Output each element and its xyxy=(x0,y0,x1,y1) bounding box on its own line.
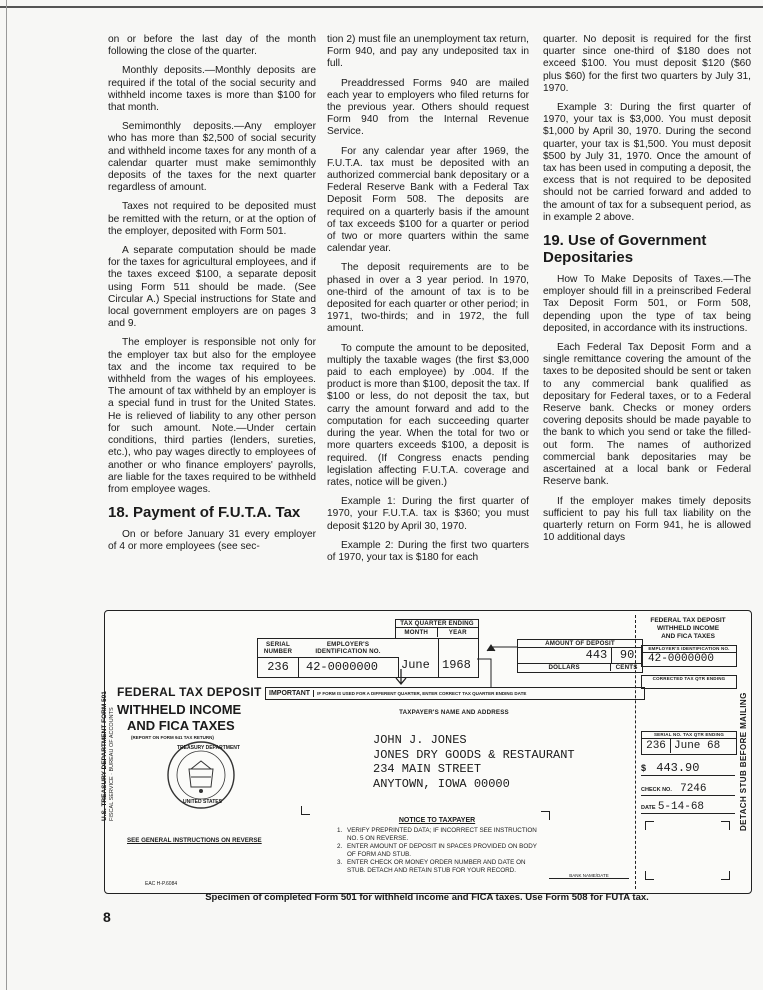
see-instructions: SEE GENERAL INSTRUCTIONS ON REVERSE xyxy=(127,837,262,844)
section-heading: 18. Payment of F.U.T.A. Tax xyxy=(108,504,301,522)
section-heading: 19. Use of Government Depositaries xyxy=(543,232,707,267)
notice-item-3: ENTER CHECK OR MONEY ORDER NUMBER AND DATE ON STUB. DETACH AND RETAIN STUB FOR YOUR RECORD. xyxy=(347,859,526,874)
year-label: YEAR xyxy=(448,629,467,636)
stub-quarter-value: June 68 xyxy=(674,740,721,752)
year-value: 1968 xyxy=(442,658,471,672)
notice-item-1: VERIFY PREPRINTED DATA; IF INCORRECT SEE INSTRUCTION NO. 5 ON REVERSE. xyxy=(347,827,537,842)
tax-quarter-header xyxy=(395,619,479,639)
form-title-line1: FEDERAL TAX DEPOSIT xyxy=(117,685,262,699)
form-501-specimen xyxy=(101,610,752,894)
stub-amount-line: $ 443.90 xyxy=(641,761,735,776)
address-line4: ANYTOWN, IOWA 00000 xyxy=(373,776,510,791)
form-title-line2: WITHHELD INCOME xyxy=(117,702,242,717)
stub-check-line xyxy=(641,783,735,796)
serial-field xyxy=(258,657,299,678)
paragraph: Example 3: During the first quarter of 1970, your tax is $3,000. You must deposit $1,000 by April 30, 1970. During the second quarter, your tax is $1,500. You must deposit $500 by July 31, 1970. Once the amount of tax has been used in computing a deposit, the excess that is not required to be deposited should not be carried forward and added to the amount of tax for a subsequent period, as in example 2 above. xyxy=(543,102,751,223)
paragraph: Example 1: During the first quarter of 1970, your F.U.T.A. tax is $360; you must deposit $120 by April 30, 1970. xyxy=(327,496,529,532)
corner-mark xyxy=(301,806,310,815)
stub-serial-value: 236 xyxy=(642,739,671,753)
dollars-label: DOLLARS xyxy=(518,664,611,671)
notice-block: NOTICE TO TAXPAYER 1. VERIFY PREPRINTED DATA; IF INCORRECT SEE INSTRUCTION NO. 5 ON REVERSE. 2. ENTER AMOUNT OF DEPOSIT IN SPACES PROVIDED ON BODY OF FORM AND STUB. 3. ENTER CHECK OR MONEY ORDER NUMBER AND DATE ON STUB. DETACH AND RETAIN STUB FOR YOUR RECORD. xyxy=(337,817,537,874)
important-label: IMPORTANT xyxy=(266,690,314,697)
cents-value: 90 xyxy=(619,648,635,662)
cents-label: CENTS xyxy=(615,664,638,671)
page-number: 8 xyxy=(103,909,111,925)
paragraph: Preaddressed Forms 940 are mailed each year to employers who filed returns for the previous year. Others should request Form 940 from the Internal Revenue Service. xyxy=(327,77,529,138)
month-label: MONTH xyxy=(396,628,438,637)
corner-mark xyxy=(645,871,654,880)
paragraph: Monthly deposits.—Monthly deposits are required if the total of the social security and withheld income taxes is more than $100 for that month. xyxy=(108,65,316,114)
form-title-note: (REPORT ON FORM 941 TAX RETURN) xyxy=(131,735,214,740)
stub-ein-box xyxy=(641,645,737,667)
serial-label: SERIAL NUMBER xyxy=(263,641,293,655)
stub-ein-value: 42-0000000 xyxy=(648,653,715,665)
stub-perforation xyxy=(635,615,636,889)
address-line1: JOHN J. JONES xyxy=(373,733,467,747)
bureau-text: FISCAL SERVICE · BUREAU OF ACCOUNTS xyxy=(109,707,115,821)
seal-top-text: TREASURY DEPARTMENT xyxy=(177,745,240,751)
stub-serial-label: SERIAL NO. TAX QTR ENDING xyxy=(642,732,736,739)
footer-code: EAC H-P.6084 xyxy=(145,881,178,887)
paragraph: Taxes not required to be deposited must be remitted with the return, or at the option of the employer, deposited with Form 501. xyxy=(108,201,316,237)
paragraph: How To Make Deposits of Taxes.—The employer should fill in a preinscribed Federal Tax Deposit Form 501, or Form 508, depending upon the type of tax being deposited, in accordance with its instructions. xyxy=(543,274,751,334)
month-value: June xyxy=(401,658,430,672)
text-column-2 xyxy=(327,34,529,571)
dollars-value: 443 xyxy=(518,648,612,663)
name-label: TAXPAYER'S NAME AND ADDRESS xyxy=(399,709,509,716)
paragraph: Example 2: During the first two quarters of 1970, your tax is $180 for each xyxy=(327,539,529,563)
arrow-icon xyxy=(395,669,407,685)
form-side-label xyxy=(99,691,113,821)
paragraph: To compute the amount to be deposited, multiply the taxable wages (the first $3,000 paid to each employee) by .004. If the product is more than $100, deposit the tax. If $100 or less, do not deposit the tax, but carry the amount forward and add to the computation for each succeeding quarter during the year. When the total for two or more quarters exceeds $100, a deposit is required. (If Congress enacts pending legislation affecting F.U.T.A. coverage and rates, notice will be given.) xyxy=(327,342,529,488)
corner-mark xyxy=(721,871,730,880)
form-caption: Specimen of completed Form 501 for withheld income and FICA taxes. Use Form 508 for FUTA tax. xyxy=(205,892,649,903)
text-column-3 xyxy=(543,34,751,551)
corner-mark xyxy=(541,811,550,820)
ein-value: 42-0000000 xyxy=(306,660,379,674)
address-block xyxy=(373,733,575,791)
stub-date-line xyxy=(641,801,735,814)
ein-label: EMPLOYER'S IDENTIFICATION NO. xyxy=(315,641,381,655)
stub-amount-value: 443.90 xyxy=(656,761,700,775)
stub-ein-label: EMPLOYER'S IDENTIFICATION NO. xyxy=(642,646,736,653)
text-column-1 xyxy=(108,34,316,561)
amount-block xyxy=(517,639,643,673)
top-rule xyxy=(0,6,763,8)
paragraph: quarter. No deposit is required for the first quarter since one-third of $180 does not exceed $100. You must deposit $120 ($60 plus $60) for the first two quarters by July 31, 1970. xyxy=(543,34,751,94)
page-edge xyxy=(6,0,7,990)
check-no-label: CHECK NO. xyxy=(641,787,672,793)
ein-field xyxy=(298,657,399,678)
stub-corrected-box xyxy=(641,675,737,689)
id-block xyxy=(257,638,479,678)
amount-label: AMOUNT OF DEPOSIT xyxy=(518,640,642,648)
form-number-text: U.S. TREASURY DEPARTMENT FORM 501 xyxy=(101,691,108,821)
address-line3: 234 MAIN STREET xyxy=(373,762,482,776)
notice-item-2: ENTER AMOUNT OF DEPOSIT IN SPACES PROVIDED ON BODY OF FORM AND STUB. xyxy=(347,843,537,858)
notice-title: NOTICE TO TAXPAYER xyxy=(398,817,476,824)
date-label: DATE xyxy=(641,805,656,811)
stub-title xyxy=(641,617,735,641)
stub-title-line3: AND FICA TAXES xyxy=(661,633,715,640)
paragraph: tion 2) must file an unemployment tax return, Form 940, and pay any undeposited tax in full. xyxy=(327,34,529,70)
stub-serial-box xyxy=(641,731,737,755)
bank-name-date: BANK NAME/DATE xyxy=(549,873,629,879)
form-title-line3: AND FICA TAXES xyxy=(127,718,235,733)
stub-corrected-label: CORRECTED TAX QTR ENDING xyxy=(652,676,726,681)
detach-text-holder xyxy=(739,671,749,831)
paragraph: For any calendar year after 1969, the F.U.T.A. tax must be deposited with an authorized commercial bank depositary or a Federal Reserve Bank with a Federal Tax Deposit Form 508. The deposits are required on a quarterly basis if the amount of tax exceeds $100 for a quarter or period of two or more quarters within the same calendar year. xyxy=(327,145,529,255)
paragraph: The deposit requirements are to be phased in over a 3 year period. In 1970, one-third of the amount of tax is to be deposited for each quarter or other period; in 1971, two-thirds; and in 1972, the full amount. xyxy=(327,262,529,335)
tax-quarter-label: TAX QUARTER ENDING xyxy=(396,620,478,628)
address-line2: JONES DRY GOODS & RESTAURANT xyxy=(373,747,575,762)
date-value: 5-14-68 xyxy=(657,801,705,813)
check-no-value: 7246 xyxy=(680,783,707,795)
detach-stub-text: DETACH STUB BEFORE MAILING xyxy=(739,692,748,831)
paragraph: on or before the last day of the month following the close of the quarter. xyxy=(108,34,316,58)
important-text: IF FORM IS USED FOR A DIFFERENT QUARTER, ENTER CORRECT TAX QUARTER ENDING DATE xyxy=(317,691,527,696)
paragraph: Each Federal Tax Deposit Form and a single remittance covering the amount of the taxes to be deposited should be sent or taken to any commercial bank qualified as depositary for Federal taxes, or to a Federal Reserve bank. Checks or money orders covering deposits should be made payable to the bank to which you send or take the filled-out form. The names of authorized commercial bank depositaries may be ascertained at a local bank or Federal Reserve bank. xyxy=(543,342,751,488)
stub-title-line2: WITHHELD INCOME xyxy=(656,625,720,632)
year-field xyxy=(438,639,478,677)
paragraph: The employer is responsible not only for the employer tax but also for the employee tax and the income tax required to be withheld from the wages of his employees. The amount of tax withheld by an employer is a special fund in trust for the United States. He is relieved of liability to any other person for such amount. Note.—Under certain conditions, third parties (lenders, sureties, etc.), who pay wages directly to employees of another or who finance employers' payrolls, are liable for the taxes required to be withheld from employee wages. xyxy=(108,337,316,495)
paragraph: On or before January 31 every employer of 4 or more employees (see sec- xyxy=(108,529,316,553)
stub-title-line1: FEDERAL TAX DEPOSIT xyxy=(650,617,726,624)
name-rule xyxy=(265,699,643,700)
paragraph: A separate computation should be made for the taxes for agricultural employees, and if the taxes exceed $100, a separate deposit using Form 511 should be made. (See Circular A.) Special instructions for State and local government employers are on pages 3 and 9. xyxy=(108,245,316,330)
corner-mark xyxy=(721,821,730,830)
arrow-connector xyxy=(477,641,522,691)
serial-value: 236 xyxy=(267,660,289,674)
paragraph: If the employer makes timely deposits sufficient to pay his full tax liability on the quarterly return on Form 941, he is allowed 10 additional days xyxy=(543,495,751,544)
corner-mark xyxy=(645,821,654,830)
paragraph: Semimonthly deposits.—Any employer who has more than $2,500 of social security and withheld income taxes for any month of a calendar quarter must make semimonthly deposits of the taxes for the next quarter regardless of amount. xyxy=(108,121,316,194)
seal-bottom-text: UNITED STATES xyxy=(183,799,222,805)
